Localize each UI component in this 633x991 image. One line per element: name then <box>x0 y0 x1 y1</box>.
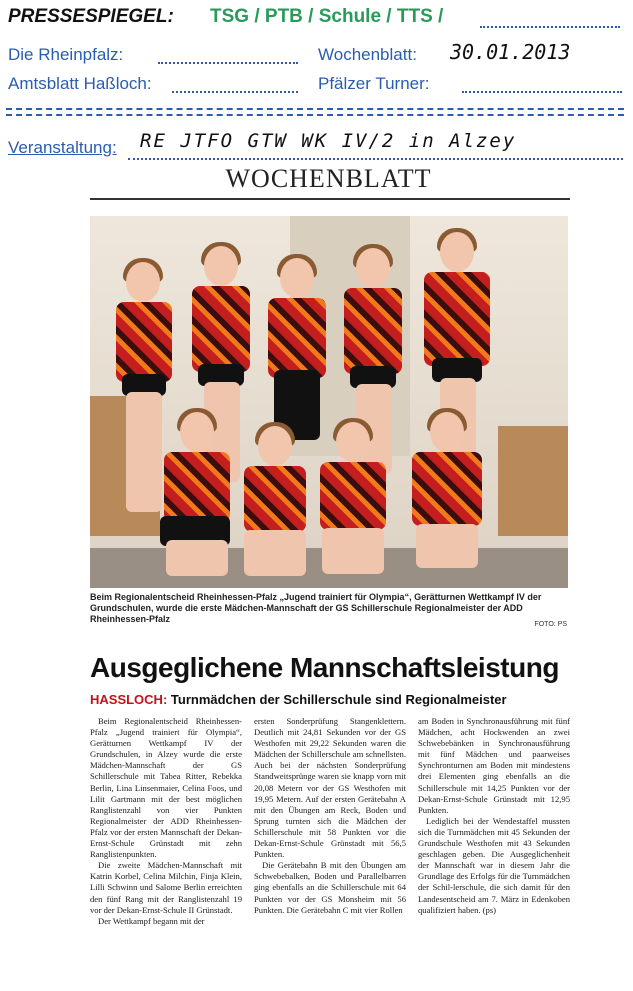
photo-credit: FOTO: PS <box>534 621 567 628</box>
team-photo <box>90 216 568 588</box>
article-headline: Ausgeglichene Mannschaftsleistung <box>90 652 559 683</box>
column-1 <box>90 716 242 927</box>
dotted-line <box>172 91 298 93</box>
photo-caption: Beim Regionalentscheid Rheinhessen-Pfalz „Jugend trainiert für Olympia“, Gerätturnen Wettkampf IV der Grundschulen, wurde die erste Mädchen-Mannschaft der GS Schillerschule Regionalmeister der ADD Rheinhessen-Pfalz <box>90 592 542 624</box>
paragraph: Beim Regionalentscheid Rheinhessen-Pfalz „Jugend trainiert für Olympia“, Gerätturnen Wettkampf IV der Grundschulen, in Alzey wurde die erste Mädchen-Mannschaft der GS Schillerschule mit Tabea Ritter, Rebekka Berlin, Lina Linsenmaier, Celina Foos, und Lilit Gartmann mit der best möglichen Ranglistenzahl von vier Punkten Regionalmeister der ADD Rheinhessen-Pfalz vor der ersten Mannschaft der Dekan-Ernst-Schule Grünstadt mit zehn Ranglistenpunkten. <box>90 716 242 860</box>
category-list: TSG / PTB / Schule / TTS / <box>210 6 444 27</box>
dotted-line <box>158 62 298 64</box>
masthead: WOCHENBLATT <box>225 164 432 193</box>
rheinpfalz-label: Die Rheinpfalz: <box>8 45 124 64</box>
divider-dashed <box>6 114 624 116</box>
dotted-line <box>480 26 620 28</box>
wochenblatt-label: Wochenblatt: <box>318 45 417 64</box>
dotted-line <box>462 91 622 93</box>
event-handwritten: RE JTFO GTW WK IV/2 in Alzey <box>140 130 517 152</box>
veranstaltung-label: Veranstaltung: <box>8 138 117 157</box>
presse-label: PRESSESPIEGEL: <box>8 6 174 27</box>
masthead-rule <box>90 198 570 200</box>
column-2 <box>254 716 406 916</box>
location-label: HASSLOCH: <box>90 692 168 707</box>
date-handwritten: 30.01.2013 <box>450 40 571 64</box>
divider-dashed <box>6 108 624 110</box>
photo-vaulting-box <box>498 426 568 536</box>
paragraph: am Boden in Synchronausführung mit fünf Mädchen, acht Hockwenden an zwei Schwebebänken in Synchronausführung mit fünf Mädchen und paarweises Synchronturnen am Boden mit mindestens drei Elementen ging ebenfalls an die Schillerschule mit 14,25 Punkten vor der Dekan-Ernst-Schule Grünstadt mit 12,95 Punkten. <box>418 716 570 815</box>
paragraph: Die Gerätebahn B mit den Übungen am Schwebebalken, Boden und Parallelbarren ging ebenfalls an die Schillerschule mit 64 Punkten vor der GS Monsheim mit 56 Punkten. Die Gerätebahn C mit vier Rollen <box>254 860 406 915</box>
amtsblatt-label: Amtsblatt Haßloch: <box>8 74 152 93</box>
subheadline-text: Turnmädchen der Schillerschule sind Regionalmeister <box>170 692 507 707</box>
paragraph: Der Wettkampf begann mit der <box>98 915 205 926</box>
paragraph: Die zweite Mädchen-Mannschaft mit Katrin Korbel, Celina Milchin, Finja Klein, Lilli Schwinn und Salome Berlin erreichten den fünf Rang mit der Ranglistenzahl 19 vor der Dekan-Ernst-Schule II Grünstadt. <box>90 860 242 915</box>
paragraph: ersten Sonderprüfung Stangenklettern. Deutlich mit 24,81 Sekunden vor der GS Westhofen mit 29,22 Sekunden waren die Mädchen der Schillerschule am schnellsten. Auch bei der nächsten Sonderprüfung Standweitsprünge waren sie knapp vorn mit 20,08 Metern vor der GS Westhofen mit 19,95 Metern. Auf der ersten Gerätebahn A mit den Übungen am Reck, Boden und Sprung turnten sich die Mädchen der Schillerschule mit 58 Punkten vor die Dekan-Ernst-Schule Grünstadt mit 56,5 Punkten. <box>254 716 406 860</box>
newspaper-clipping <box>82 160 575 980</box>
paragraph: Lediglich bei der Wendestaffel mussten sich die Turnmädchen mit 45 Sekunden der Grundschule Westhofen mit 43 Sekunden geschlagen geben. Die Ausgeglichenheit der Mannschaft war in diesem Jahr die Grundlage des Erfolgs für die Turnmädchen der Schil-lerschule, die sich damit für den Landesentscheid am 7. März in Edenkoben qualifiziert haben. (ps) <box>418 815 570 915</box>
turner-label: Pfälzer Turner: <box>318 74 430 93</box>
article-subheadline <box>90 692 507 707</box>
column-3 <box>418 716 570 916</box>
